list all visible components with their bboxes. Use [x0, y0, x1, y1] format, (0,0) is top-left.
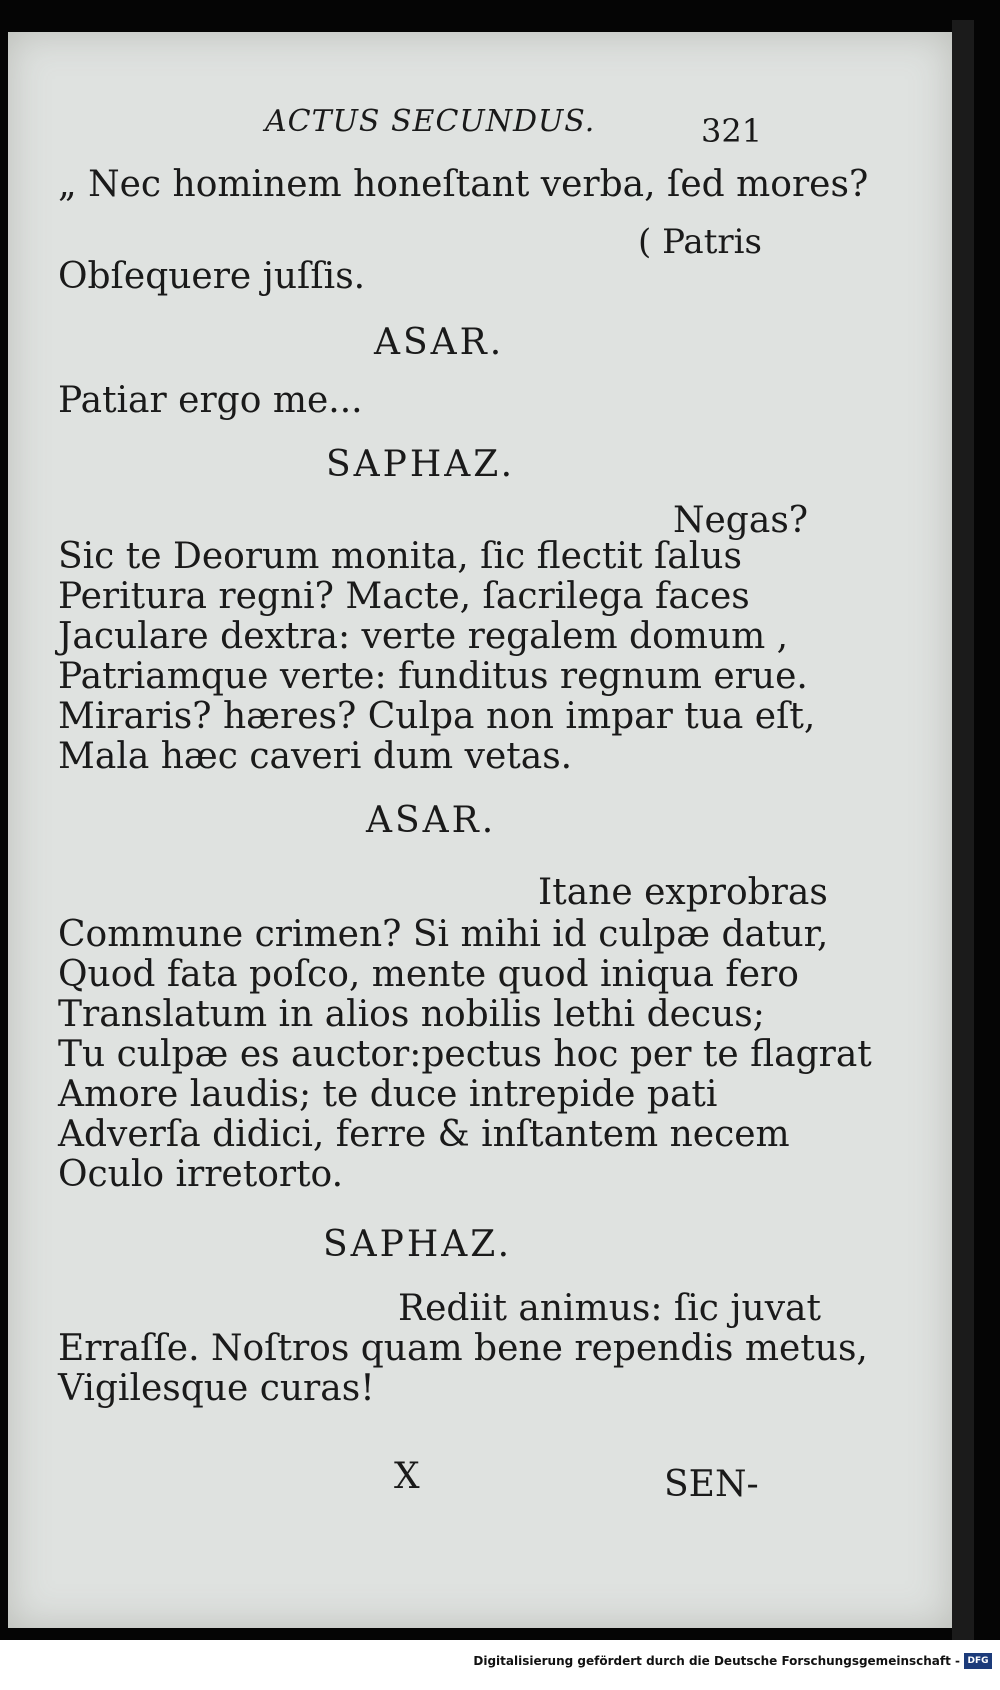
right-border	[952, 20, 974, 1640]
text-line-7: Negas?	[673, 500, 809, 541]
speaker-saphaz: SAPHAZ.	[326, 444, 516, 485]
text-line-1: „ Nec hominem honeſtant verba, ſed mores?	[58, 164, 869, 205]
text-line-22: Oculo irretorto.	[58, 1154, 344, 1195]
text-line-21: Adverſa didici, ferre & inſtantem necem	[58, 1114, 790, 1155]
digitization-credit-bar	[0, 1640, 1000, 1690]
signature-mark: X	[394, 1456, 420, 1497]
text-line-2: ( Patris	[638, 222, 762, 262]
book-page	[8, 32, 952, 1628]
text-line-24: Rediit animus: ſic juvat	[398, 1288, 821, 1329]
text-line-11: Patriamque verte: funditus regnum erue.	[58, 656, 808, 697]
text-line-17: Quod fata poſco, mente quod iniqua fero	[58, 954, 799, 995]
text-line-12: Miraris? hæres? Culpa non impar tua eſt,	[58, 696, 816, 737]
text-line-9: Peritura regni? Macte, ſacrilega faces	[58, 576, 750, 617]
page-number: 321	[701, 112, 763, 150]
text-line-15: Itane exprobras	[538, 872, 828, 913]
running-title: ACTUS SECUNDUS.	[265, 104, 596, 139]
text-line-10: Jaculare dextra: verte regalem domum ,	[58, 616, 789, 657]
text-line-3: Obſequere juſſis.	[58, 256, 366, 297]
speaker-asar: ASAR.	[374, 322, 505, 363]
text-line-25: Erraſſe. Noſtros quam bene rependis metus,	[58, 1328, 868, 1369]
speaker-asar-2: ASAR.	[366, 800, 497, 841]
text-line-13: Mala hæc caveri dum vetas.	[58, 736, 573, 777]
text-line-19: Tu culpæ es auctor:pectus hoc per te flagrat	[58, 1034, 872, 1075]
text-line-5: Patiar ergo me...	[58, 380, 363, 421]
text-line-8: Sic te Deorum monita, ſic flectit ſalus	[58, 536, 742, 577]
catchword: SEN-	[664, 1464, 759, 1505]
speaker-saphaz-2: SAPHAZ.	[323, 1224, 513, 1265]
dfg-logo: DFG	[964, 1653, 992, 1669]
text-line-18: Translatum in alios nobilis lethi decus;	[58, 994, 765, 1035]
text-line-20: Amore laudis; te duce intrepide pati	[58, 1074, 718, 1115]
credit-text: Digitalisierung gefördert durch die Deutsche Forschungsgemeinschaft -	[473, 1654, 960, 1668]
text-line-26: Vigilesque curas!	[58, 1368, 375, 1409]
text-line-16: Commune crimen? Si mihi id culpæ datur,	[58, 914, 829, 955]
